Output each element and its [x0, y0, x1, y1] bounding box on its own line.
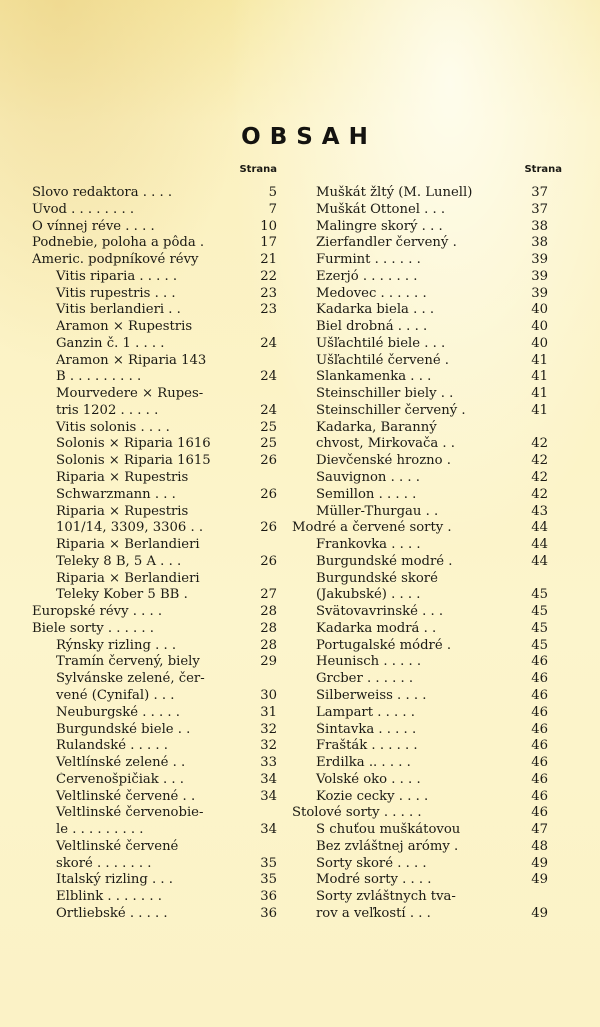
toc-entry	[32, 587, 277, 604]
toc-entry-page-number: 40	[531, 335, 548, 351]
toc-entry-page-number: 17	[260, 235, 277, 251]
toc-entry-page-number: 37	[531, 185, 548, 200]
toc-entry-page-number: 42	[531, 486, 548, 502]
toc-entry	[292, 839, 548, 856]
toc-entry-title: Kadarka, Baranný	[316, 419, 437, 435]
toc-entry-title: Malingre skorý . . .	[316, 218, 443, 234]
toc-entry-title: Erdilka .. . . . .	[316, 755, 411, 771]
toc-entry-title: S chuťou muškátovou	[316, 822, 461, 838]
toc-entry-page-number: 28	[260, 604, 277, 620]
toc-entry-page-number: 41	[531, 402, 548, 418]
toc-entry-title: Solonis × Riparia 1616	[56, 436, 211, 452]
toc-entry-title: Frašták . . . . . .	[316, 738, 418, 754]
toc-entry-page-number: 23	[260, 285, 277, 301]
toc-entry	[32, 353, 277, 370]
toc-entry	[32, 789, 277, 806]
toc-entry	[32, 235, 277, 252]
toc-entry	[292, 302, 548, 319]
toc-entry-page-number: 26	[260, 553, 277, 569]
toc-entry	[32, 286, 277, 303]
toc-entry	[32, 889, 277, 906]
toc-entry	[292, 185, 548, 202]
toc-entry	[32, 386, 277, 403]
toc-entry	[292, 353, 548, 370]
toc-entry-title: Ušľachtilé červené .	[316, 352, 450, 368]
toc-entry-title: 101/14, 3309, 3306 . .	[56, 520, 204, 536]
toc-entry-title: Italský rizling . . .	[56, 872, 173, 888]
toc-entry-page-number: 31	[260, 704, 277, 720]
toc-entry-page-number: 26	[260, 520, 277, 536]
toc-entry	[32, 738, 277, 755]
toc-entry-title: Mourvedere × Rupes-	[56, 386, 204, 402]
toc-entry	[32, 453, 277, 470]
toc-entry	[292, 336, 548, 353]
toc-entry-title: Teleky Kober 5 BB .	[56, 587, 188, 603]
page-title: OBSAH	[241, 124, 377, 150]
toc-entry-page-number: 41	[531, 369, 548, 385]
toc-entry	[292, 554, 548, 571]
toc-entry-title: Steinschiller červený .	[316, 402, 466, 418]
toc-entry	[292, 822, 548, 839]
toc-entry-title: Burgundské biele . .	[56, 721, 191, 737]
toc-entry-page-number: 34	[260, 822, 277, 838]
toc-entry-page-number: 27	[260, 587, 277, 603]
toc-entry-title: Modré sorty . . . .	[316, 872, 432, 888]
toc-entry	[32, 302, 277, 319]
toc-entry	[292, 286, 548, 303]
toc-entry-title: Stolové sorty . . . . .	[292, 805, 422, 821]
toc-entry	[292, 755, 548, 772]
toc-entry-title: Svätovavrinské . . .	[316, 604, 444, 620]
toc-entry-title: O vínnej réve . . . .	[32, 218, 155, 234]
toc-entry-page-number: 33	[260, 755, 277, 771]
toc-entry-title: Tramín červený, biely	[56, 654, 200, 670]
toc-entry-title: Rýnsky rizling . . .	[56, 637, 177, 653]
toc-entry	[292, 889, 548, 906]
toc-entry-page-number: 26	[260, 453, 277, 469]
toc-entry-page-number: 45	[531, 637, 548, 653]
toc-entry	[292, 705, 548, 722]
toc-entry-title: Dievčenské hrozno .	[316, 453, 451, 469]
toc-entry-page-number: 43	[531, 503, 548, 519]
toc-entry-page-number: 47	[531, 822, 548, 838]
toc-entry-title: Aramon × Rupestris	[56, 319, 193, 335]
toc-entry-title: Frankovka . . . .	[316, 537, 421, 553]
toc-entry-title: Biel drobná . . . .	[316, 319, 428, 335]
toc-entry-page-number: 46	[531, 671, 548, 687]
toc-entry-title: tris 1202 . . . . .	[56, 402, 159, 418]
toc-entry	[292, 872, 548, 889]
toc-entry-page-number: 25	[260, 436, 277, 452]
toc-entry	[32, 436, 277, 453]
toc-entry-page-number: 49	[531, 872, 548, 888]
toc-entry	[32, 487, 277, 504]
toc-entry	[292, 453, 548, 470]
toc-entry	[32, 219, 277, 236]
toc-entry	[292, 571, 548, 588]
toc-entry	[292, 906, 548, 923]
toc-entry-title: Neuburgské . . . . .	[56, 704, 180, 720]
toc-entry-title: Furmint . . . . . .	[316, 252, 421, 268]
toc-column-left	[32, 163, 277, 923]
toc-entry-page-number: 44	[531, 553, 548, 569]
toc-entry	[32, 671, 277, 688]
toc-entry-title: Rulandské . . . . .	[56, 738, 168, 754]
toc-entry	[292, 604, 548, 621]
toc-entry-title: Slankamenka . . .	[316, 369, 432, 385]
toc-entry-title: Kadarka modrá . .	[316, 620, 437, 636]
toc-entry	[32, 822, 277, 839]
toc-entry-page-number: 46	[531, 738, 548, 754]
toc-entry	[32, 839, 277, 856]
toc-entry-title: Riparia × Berlandieri	[56, 570, 200, 586]
toc-entry	[32, 403, 277, 420]
toc-entry-page-number: 36	[260, 889, 277, 905]
toc-entry-title: Europské révy . . . .	[32, 604, 163, 620]
toc-entry	[32, 252, 277, 269]
toc-entry-page-number: 40	[531, 319, 548, 335]
toc-entry-page-number: 46	[531, 788, 548, 804]
toc-entry-title: Podnebie, poloha a pôda .	[32, 235, 205, 251]
toc-entry	[292, 671, 548, 688]
toc-entry-page-number: 42	[531, 453, 548, 469]
page-column-header: Strana	[524, 164, 562, 175]
toc-entry	[32, 554, 277, 571]
toc-entry-title: Silberweiss . . . .	[316, 687, 427, 703]
toc-entry-page-number: 7	[268, 201, 277, 217]
toc-entry-title: Ortliebské . . . . .	[56, 905, 168, 921]
toc-entry-page-number: 39	[531, 285, 548, 301]
toc-entry-title: Riparia × Berlandieri	[56, 537, 200, 553]
toc-entry-title: Medovec . . . . . .	[316, 285, 427, 301]
toc-entry-title: Sylvánske zelené, čer-	[56, 671, 205, 687]
toc-entry-title: Modré a červené sorty .	[292, 520, 452, 536]
toc-entry-page-number: 26	[260, 486, 277, 502]
toc-entry-title: Vitis solonis . . . .	[56, 419, 170, 435]
toc-entry-page-number: 49	[531, 905, 548, 921]
toc-entry-title: Šintavka . . . . .	[316, 721, 417, 737]
toc-entry-title: Elblink . . . . . . .	[56, 889, 162, 905]
toc-entry-page-number: 45	[531, 620, 548, 636]
toc-entry-title: Müller-Thurgau . .	[316, 503, 439, 519]
toc-entry	[32, 688, 277, 705]
toc-entry	[292, 722, 548, 739]
toc-entry-page-number: 49	[531, 855, 548, 871]
toc-entry-page-number: 29	[260, 654, 277, 670]
toc-entry-title: rov a veľkostí . . .	[316, 905, 431, 921]
toc-entry-title: Veltlinské červené	[56, 838, 179, 854]
toc-entry-page-number: 44	[531, 520, 548, 536]
toc-entry-page-number: 30	[260, 687, 277, 703]
toc-entry-title: B . . . . . . . . .	[56, 369, 142, 385]
toc-entry-title: Červenošpičiak . . .	[56, 771, 184, 787]
toc-entry-title: Portugalské módré .	[316, 637, 452, 653]
toc-entry	[292, 537, 548, 554]
toc-entry-page-number: 34	[260, 771, 277, 787]
toc-entry	[292, 436, 548, 453]
toc-entry-title: Kadarka biela . . .	[316, 302, 435, 318]
toc-entry-title: (Jakubské) . . . .	[316, 587, 421, 603]
toc-entry-page-number: 25	[260, 419, 277, 435]
toc-entry-title: chvost, Mirkovača . .	[316, 436, 456, 452]
toc-entry-page-number: 24	[260, 402, 277, 418]
toc-entry	[292, 504, 548, 521]
toc-entry-title: Burgundské skoré	[316, 570, 438, 586]
toc-entry-page-number: 28	[260, 637, 277, 653]
toc-entry	[32, 604, 277, 621]
toc-entry-title: Muškát Ottonel . . .	[316, 201, 446, 217]
toc-entry-page-number: 48	[531, 838, 548, 854]
toc-entry-page-number: 38	[531, 235, 548, 251]
toc-entry	[32, 336, 277, 353]
toc-entry-page-number: 35	[260, 872, 277, 888]
toc-entry-title: Vitis berlandieri . .	[56, 302, 181, 318]
toc-entry-title: Ezerjó . . . . . . .	[316, 268, 418, 284]
toc-entry	[32, 872, 277, 889]
toc-entry-page-number: 46	[531, 687, 548, 703]
toc-entry-page-number: 46	[531, 704, 548, 720]
toc-entry	[292, 621, 548, 638]
toc-entry	[292, 403, 548, 420]
toc-list	[292, 185, 548, 923]
toc-entry-title: Riparia × Rupestris	[56, 503, 189, 519]
toc-entry	[32, 319, 277, 336]
toc-entry	[292, 386, 548, 403]
toc-entry-title: Lampart . . . . .	[316, 704, 415, 720]
toc-entry	[32, 856, 277, 873]
toc-entry	[32, 504, 277, 521]
toc-entry-title: Americ. podpníkové révy	[32, 252, 199, 268]
toc-entry	[292, 269, 548, 286]
toc-entry-page-number: 10	[260, 218, 277, 234]
toc-entry-page-number: 39	[531, 268, 548, 284]
toc-entry-page-number: 41	[531, 352, 548, 368]
toc-entry-page-number: 37	[531, 201, 548, 217]
toc-entry-page-number: 24	[260, 335, 277, 351]
toc-entry	[292, 856, 548, 873]
toc-entry-title: le . . . . . . . . .	[56, 822, 144, 838]
toc-entry	[292, 202, 548, 219]
toc-entry-page-number: 28	[260, 620, 277, 636]
toc-entry-page-number: 46	[531, 654, 548, 670]
toc-entry	[32, 805, 277, 822]
toc-entry-page-number: 42	[531, 470, 548, 486]
toc-entry	[32, 705, 277, 722]
toc-entry	[292, 587, 548, 604]
toc-entry-title: Kozie cecky . . . .	[316, 788, 429, 804]
page-column-header: Strana	[239, 164, 277, 175]
toc-entry	[292, 369, 548, 386]
toc-entry	[32, 369, 277, 386]
toc-entry-page-number: 44	[531, 537, 548, 553]
toc-entry-title: Slovo redaktora . . . .	[32, 185, 173, 200]
toc-entry	[292, 772, 548, 789]
toc-entry-title: skoré . . . . . . .	[56, 855, 152, 871]
toc-entry-page-number: 21	[260, 252, 277, 268]
toc-entry-page-number: 39	[531, 252, 548, 268]
toc-entry	[32, 722, 277, 739]
toc-entry	[292, 420, 548, 437]
toc-entry	[292, 252, 548, 269]
toc-entry-title: Sorty zvláštnych tva-	[316, 889, 456, 905]
toc-entry	[292, 805, 548, 822]
toc-entry-title: Schwarzmann . . .	[56, 486, 176, 502]
toc-entry-page-number: 36	[260, 905, 277, 921]
toc-entry	[292, 789, 548, 806]
toc-entry-title: Veltlinské červenobie-	[56, 805, 204, 821]
toc-entry	[32, 185, 277, 202]
toc-entry	[32, 772, 277, 789]
toc-entry	[292, 235, 548, 252]
toc-entry	[292, 520, 548, 537]
toc-entry	[292, 688, 548, 705]
toc-entry-page-number: 32	[260, 721, 277, 737]
toc-entry-title: vené (Cynifal) . . .	[56, 687, 175, 703]
toc-entry-title: Sorty skoré . . . .	[316, 855, 427, 871]
toc-entry-title: Vitis rupestris . . .	[56, 285, 176, 301]
toc-entry	[292, 319, 548, 336]
toc-entry-page-number: 22	[260, 268, 277, 284]
toc-entry-page-number: 38	[531, 218, 548, 234]
toc-entry-title: Muškát žltý (M. Lunell)	[316, 185, 473, 200]
toc-entry-title: Solonis × Riparia 1615	[56, 453, 211, 469]
toc-entry-page-number: 24	[260, 369, 277, 385]
toc-entry-title: Bez zvláštnej arómy .	[316, 838, 459, 854]
toc-entry-page-number: 46	[531, 755, 548, 771]
toc-entry-page-number: 46	[531, 771, 548, 787]
toc-entry	[32, 755, 277, 772]
toc-entry	[32, 654, 277, 671]
toc-entry	[32, 571, 277, 588]
toc-entry-page-number: 41	[531, 386, 548, 402]
toc-entry-page-number: 42	[531, 436, 548, 452]
toc-entry	[32, 537, 277, 554]
toc-entry	[292, 638, 548, 655]
toc-entry-title: Heunisch . . . . .	[316, 654, 422, 670]
toc-entry-title: Veltlinské červené . .	[56, 788, 196, 804]
toc-entry-page-number: 34	[260, 788, 277, 804]
toc-entry-title: Aramon × Riparia 143	[56, 352, 207, 368]
toc-entry-page-number: 32	[260, 738, 277, 754]
toc-entry-title: Teleky 8 B, 5 A . . .	[56, 553, 182, 569]
toc-entry	[32, 906, 277, 923]
toc-entry	[292, 219, 548, 236]
toc-entry	[292, 654, 548, 671]
toc-entry-page-number: 46	[531, 721, 548, 737]
toc-entry	[32, 621, 277, 638]
toc-entry-page-number: 5	[268, 185, 277, 200]
toc-entry-page-number: 23	[260, 302, 277, 318]
toc-entry-page-number: 40	[531, 302, 548, 318]
toc-entry-title: Sauvignon . . . .	[316, 470, 420, 486]
toc-entry-title: Zierfandler červený .	[316, 235, 457, 251]
toc-entry-title: Steinschiller biely . .	[316, 386, 454, 402]
toc-entry-title: Riparia × Rupestris	[56, 470, 189, 486]
toc-entry	[32, 470, 277, 487]
toc-entry-title: Burgundské modré .	[316, 553, 453, 569]
toc-entry	[32, 520, 277, 537]
toc-entry	[292, 487, 548, 504]
toc-entry-title: Semillon . . . . .	[316, 486, 417, 502]
toc-entry-title: Úvod . . . . . . . .	[32, 201, 135, 217]
toc-entry	[292, 738, 548, 755]
toc-column-right	[292, 163, 562, 923]
toc-entry-title: Biele sorty . . . . . .	[32, 620, 154, 636]
toc-list	[32, 185, 277, 923]
toc-entry-page-number: 45	[531, 587, 548, 603]
toc-entry	[32, 269, 277, 286]
toc-entry-title: Grcber . . . . . .	[316, 671, 414, 687]
toc-entry-title: Vitis riparia . . . . .	[56, 268, 178, 284]
toc-entry-page-number: 35	[260, 855, 277, 871]
toc-entry-title: Volské oko . . . .	[316, 771, 421, 787]
toc-entry	[292, 470, 548, 487]
toc-entry-title: Veltlínské zelené . .	[56, 755, 186, 771]
toc-entry	[32, 202, 277, 219]
toc-entry-page-number: 46	[531, 805, 548, 821]
toc-entry	[32, 420, 277, 437]
toc-entry	[32, 638, 277, 655]
toc-entry-title: Ušľachtilé biele . . .	[316, 335, 446, 351]
toc-entry-page-number: 45	[531, 604, 548, 620]
toc-entry-title: Ganzin č. 1 . . . .	[56, 335, 165, 351]
